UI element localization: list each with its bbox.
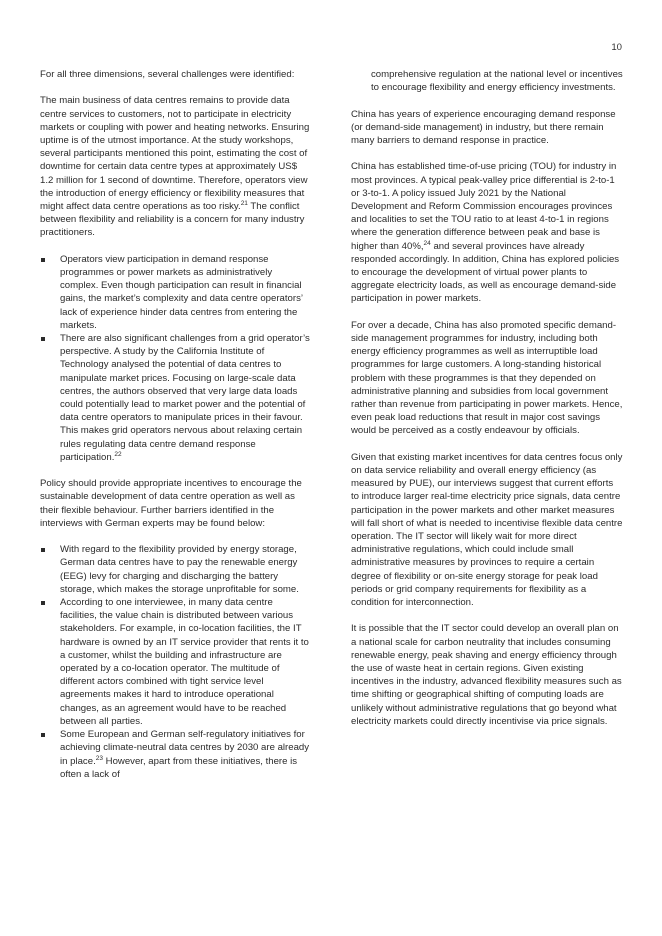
list-item: There are also significant challenges from a grid operator’s perspective. A study by the California Institute of Technology analysed the potential of data centres to manipulate market prices. Focusing on large-scale data centres, the authors observed that very large data loads could potentially lead to market power and the potential of data centre operators to manipulate prices in their favour. This makes grid operators nervous about relaxing certain rules regulating data centre demand response participation.$^{22}$	[40, 332, 312, 464]
paragraph: China has years of experience encouraging demand response (or demand-side management) in industry, but there remain many barriers to demand response in practice.	[351, 108, 616, 146]
bullet-list	[40, 253, 312, 464]
list-item: According to one interviewee, in many data centre facilities, the value chain is distributed between various stakeholders. For example, in co-location facilities, the IT hardware is owned by an IT service provider that rents it to a customer, whilst the building and infrastructure are operated by a co-location operator. The multitude of different actors combined with tight service level agreements makes it hard to introduce operational changes, as an agreement would have to be reached between all parties.	[40, 596, 312, 728]
page-number: 10	[611, 42, 622, 53]
list-item: Operators view participation in demand response programmes or power markets as administratively complex. Even though participation can result in financial gains, the market’s complexity and data centre operators’ lack of experience hinder data centres from entering the markets.	[40, 253, 312, 332]
paragraph: Given that existing market incentives for data centres focus only on data service reliability and overall energy efficiency (as measured by PUE), our interviews suggest that current efforts to introduce larger real-time electricity price signals, data centre participation in the power markets and other market measures will fall short of what is needed to incentivise flexible data centre operation. The IT sector will likely wait for more direct administrative regulations, which could include small administrative measures by provinces to require a certain degree of flexibility or on-site energy storage for peak load periods or grid company requirements for flexibility as a condition for interconnection.	[351, 451, 623, 609]
paragraph: The main business of data centres remains to provide data centre services to customers, not to participate in electricity markets or coupling with power and heating networks. Ensuring uptime is of the utmost importance. At the study workshops, several participants mentioned this point, estimating the cost of downtime for certain data centre types at approximately US$ 1.2 million for 1 second of downtime. Therefore, operators view the introduction of energy efficiency or flexibility measures that might affect data centre operations as too risky.$^{21}$ The conflict between flexibility and reliability is a concern for many industry practitioners.	[40, 95, 310, 239]
list-item: Some European and German self-regulatory initiatives for achieving climate-neutral data centres by 2030 are already in place.$^{23}$ However, apart from these initiatives, there is often a lack of	[40, 728, 312, 781]
footnote-ref[interactable]: 21	[240, 200, 248, 208]
bullet-list	[40, 543, 312, 781]
footnote-ref[interactable]: 24	[423, 239, 431, 247]
paragraph: For all three dimensions, several challenges were identified:	[40, 69, 295, 80]
left-column	[40, 68, 312, 794]
footnote-ref[interactable]: 23	[95, 754, 103, 762]
list-item: With regard to the flexibility provided by energy storage, German data centres have to pay the renewable energy (EEG) levy for charging and discharging the battery storage, which makes the storage unprofitable for some.	[40, 543, 312, 596]
footnote-ref[interactable]: 22	[114, 450, 122, 458]
paragraph: For over a decade, China has also promoted specific demand-side management programmes for industry, including both energy efficiency programmes as well as interruptible load programmes for large customers. A long-standing historical problem with these programmes is that they depended on administrative planning and subsidies from local government rather than revenue from participating in power markets. Hence, even peak load reductions that result in major cost savings would be perceived as a costly endeavour by officials.	[351, 319, 623, 437]
paragraph: China has established time-of-use pricing (TOU) for industry in most provinces. A typical peak-valley price differential is 2-to-1 or 3-to-1. A policy issued July 2021 by the National Development and Reform Commission encourages provinces and localities to set the TOU ratio to at least 4-to-1 in regions where the generation difference between peak and base is higher than 40%,$^{24}$ and several provinces have already responded accordingly. In addition, China has explored policies to encourage the development of virtual power plants to aggregate electricity loads, as well as encourage demand-side participation in power markets.	[351, 161, 620, 305]
list-item-continuation: comprehensive regulation at the national level or incentives to encourage flexibility and energy efficiency investments.	[371, 69, 623, 94]
paragraph: Policy should provide appropriate incentives to encourage the sustainable development of data centre operation as well as their flexible behaviour. Further barriers identified in the interviews with German experts may be found below:	[40, 478, 302, 529]
paragraph: It is possible that the IT sector could develop an overall plan on a national scale for carbon neutrality that includes consuming renewable energy, peak shaving and energy efficiency through the use of waste heat in certain regions. Given existing incentives in the industry, advanced flexibility measures such as time shifting or geographical shifting of computing loads are unlikely without administrative regulations that go beyond what electricity markets could directly incentivise via price signals.	[351, 623, 622, 727]
right-column	[351, 68, 623, 741]
